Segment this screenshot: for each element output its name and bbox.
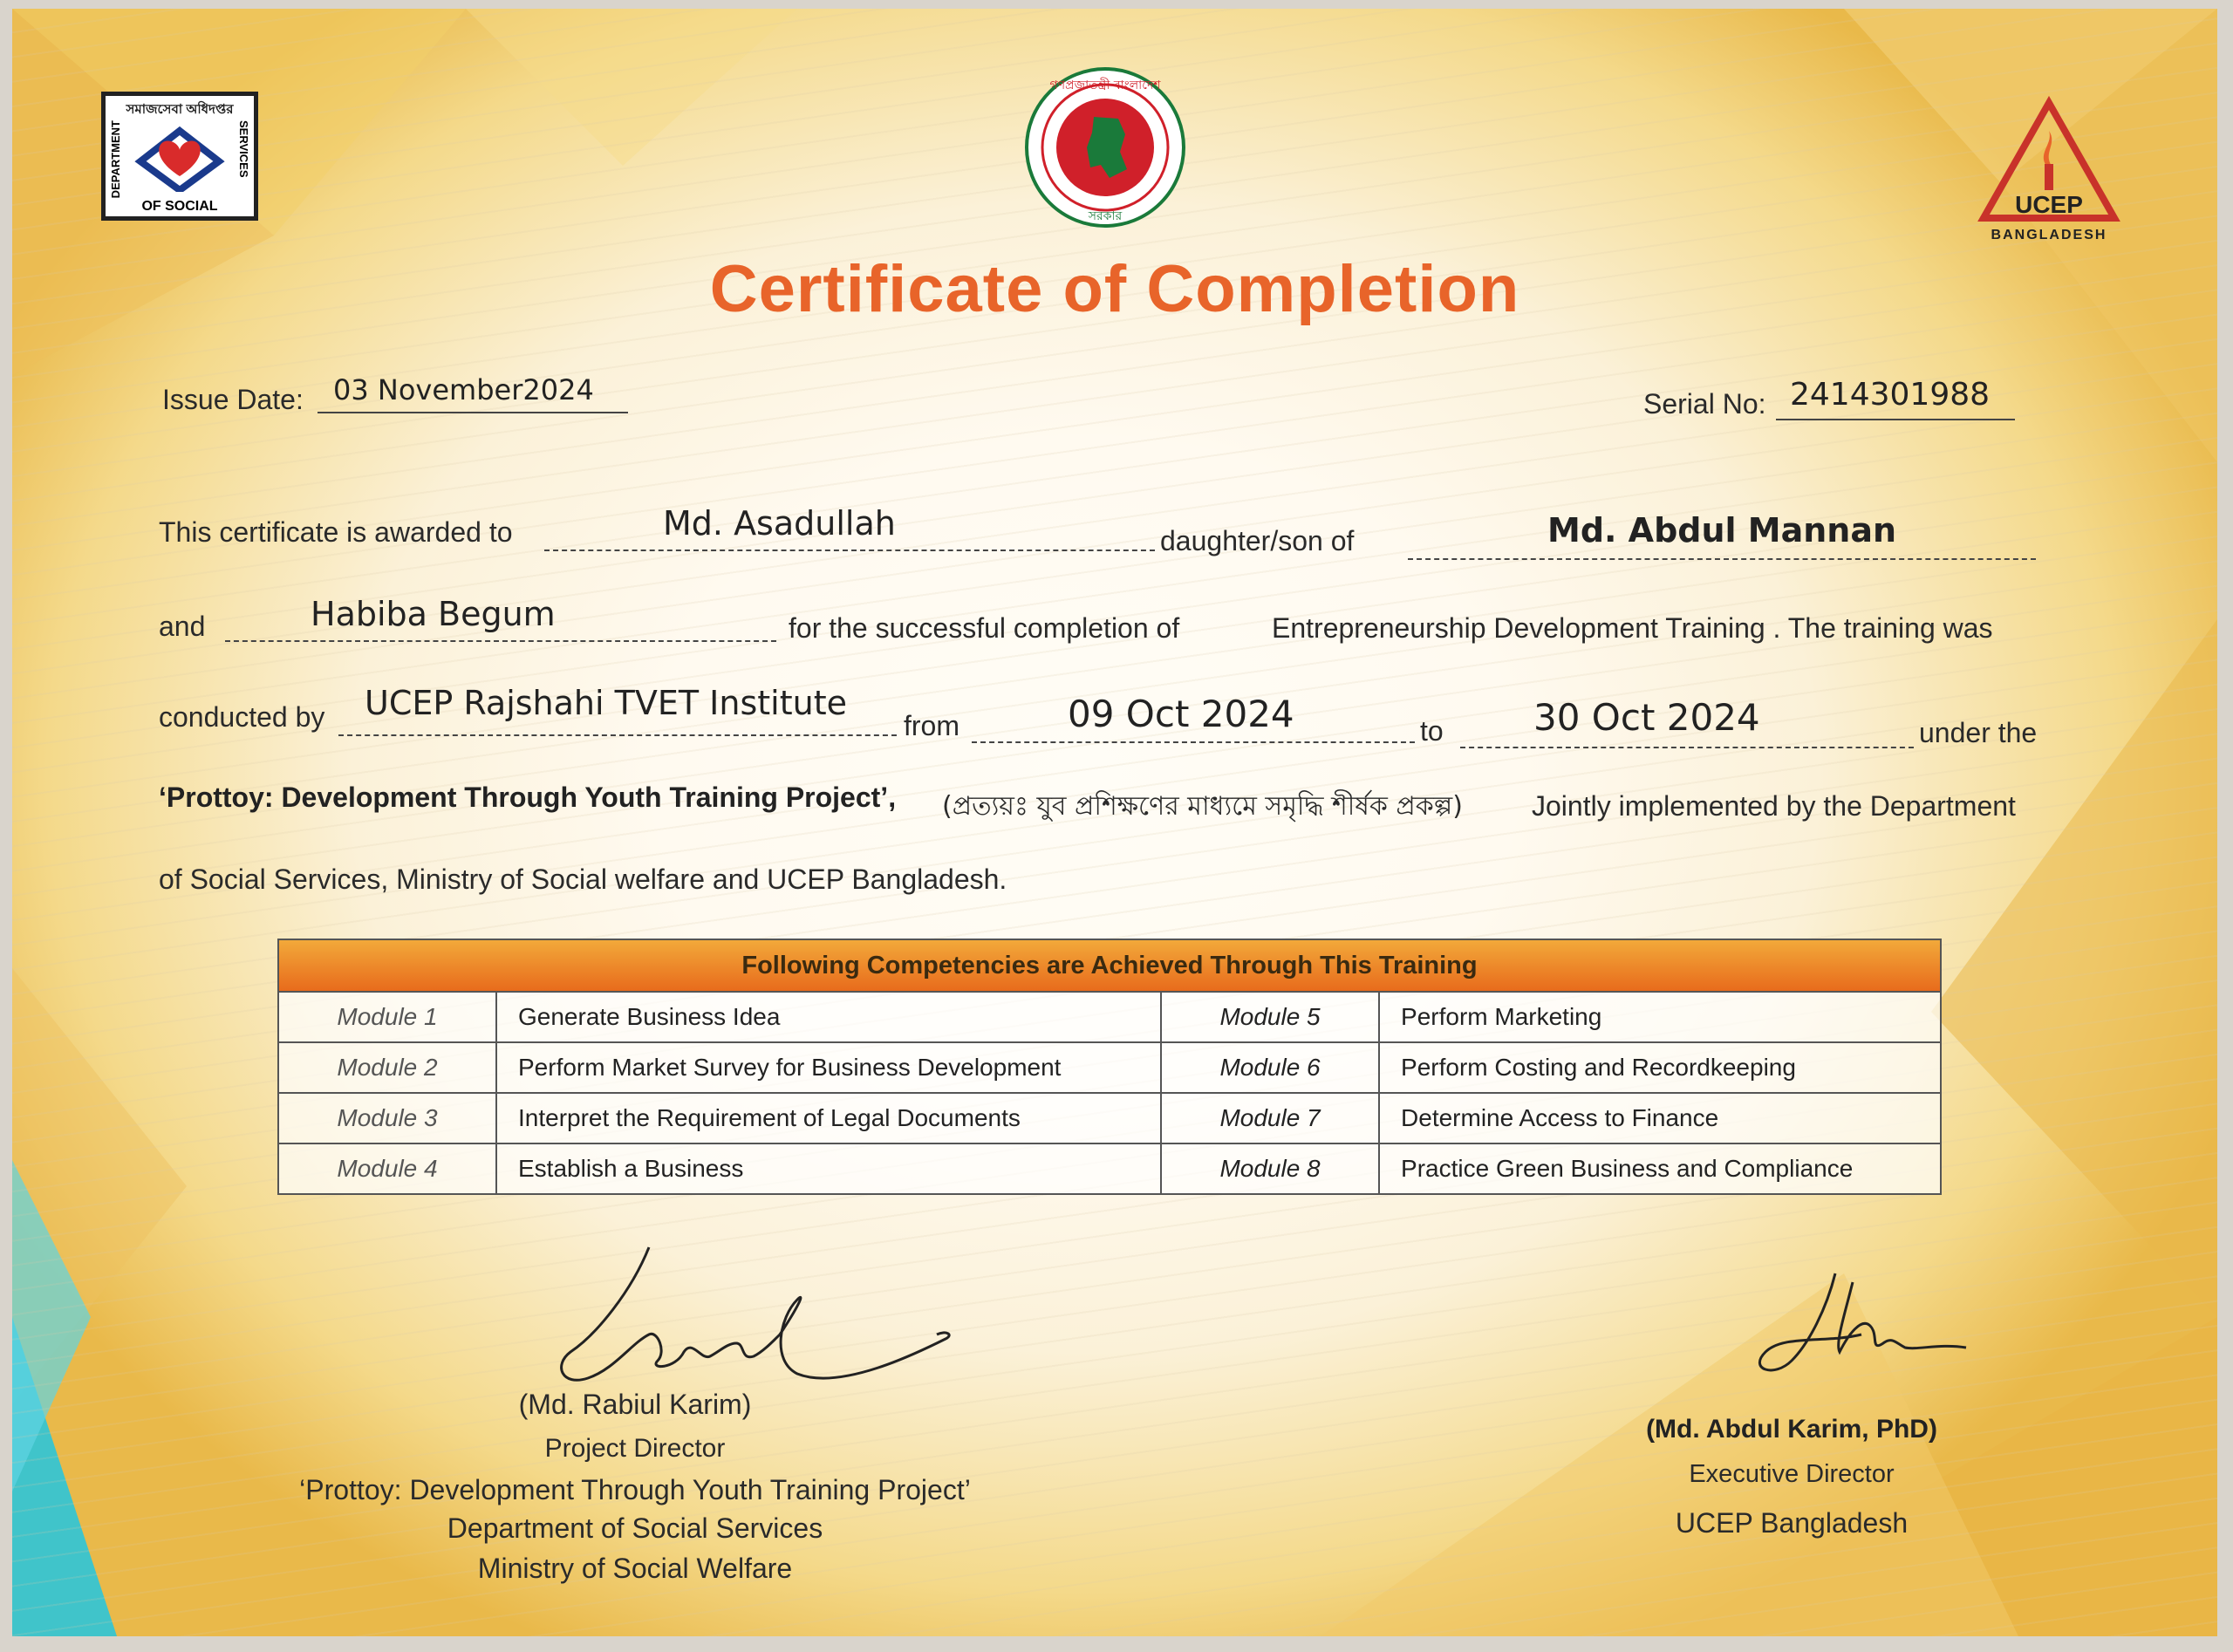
module-title: Determine Access to Finance (1379, 1093, 1941, 1143)
from-date-line (972, 741, 1415, 743)
left-signatory-project: ‘Prottoy: Development Through Youth Training Project’ (299, 1474, 971, 1505)
module-title: Establish a Business (496, 1143, 1161, 1194)
institute-line (338, 734, 897, 736)
son-of-label: daughter/son of (1160, 525, 1355, 556)
table-row (278, 1093, 1941, 1143)
father-line (1408, 558, 2036, 560)
dss-logo-top-text: সমাজসেবা অধিদপ্তর (126, 102, 234, 117)
to-label: to (1420, 715, 1444, 747)
module-label: Module 3 (278, 1093, 496, 1143)
dss-logo-left-text: DEPARTMENT (109, 120, 122, 199)
ucep-logo (1975, 96, 2123, 244)
left-signatory-dept: Department of Social Services (447, 1512, 823, 1544)
module-title: Generate Business Idea (496, 992, 1161, 1042)
awarded-label: This certificate is awarded to (159, 516, 513, 548)
right-signatory-role: Executive Director (1689, 1460, 1895, 1488)
issue-date-line (318, 412, 628, 413)
table-row (278, 1143, 1941, 1194)
heart-hands-icon (132, 122, 228, 192)
serial-line (1776, 419, 2015, 420)
module-label: Module 5 (1161, 992, 1379, 1042)
dss-logo-right-text: SERVICES (237, 120, 250, 178)
dss-logo-bottom-text: OF SOCIAL (141, 199, 218, 214)
competencies-header-row (278, 939, 1941, 992)
issue-date-value: 03 November2024 (333, 373, 594, 406)
government-seal-logo (1022, 65, 1188, 230)
to-date: 30 Oct 2024 (1533, 696, 1760, 739)
competencies-table (277, 939, 1942, 1195)
module-title: Perform Marketing (1379, 992, 1941, 1042)
competencies-header: Following Competencies are Achieved Through This Training (278, 939, 1941, 992)
certificate-paper (12, 9, 2217, 1636)
under-label: under the (1919, 717, 2038, 748)
dss-logo (101, 92, 258, 221)
seal-bottom-text: সরকার (1088, 209, 1123, 223)
module-title: Interpret the Requirement of Legal Documents (496, 1093, 1161, 1143)
recipient-name: Md. Asadullah (663, 504, 896, 543)
module-title: Perform Market Survey for Business Development (496, 1042, 1161, 1093)
module-title: Perform Costing and Recordkeeping (1379, 1042, 1941, 1093)
institute-name: UCEP Rajshahi TVET Institute (365, 684, 847, 722)
from-label: from (904, 710, 959, 741)
left-signatory-ministry: Ministry of Social Welfare (477, 1553, 793, 1584)
module-label: Module 4 (278, 1143, 496, 1194)
project-name-bangla: (প্রত্যয়ঃ যুব প্রশিক্ষণের মাধ্যমে সমৃদ্ধি শীর্ষক প্রকল্প) (942, 791, 1463, 822)
mother-line (225, 640, 776, 642)
from-date: 09 Oct 2024 (1068, 693, 1294, 735)
ucep-logo-mark: UCEP (2015, 191, 2083, 218)
module-label: Module 2 (278, 1042, 496, 1093)
serial-label: Serial No: (1643, 388, 1766, 420)
left-signature (536, 1239, 989, 1413)
right-signatory-name: (Md. Abdul Karim, PhD) (1646, 1415, 1937, 1444)
module-label: Module 7 (1161, 1093, 1379, 1143)
ministry-line: of Social Services, Ministry of Social welfare and UCEP Bangladesh. (159, 864, 1007, 895)
right-signatory-org: UCEP Bangladesh (1675, 1507, 1909, 1539)
recipient-line (544, 550, 1155, 551)
module-title: Practice Green Business and Compliance (1379, 1143, 1941, 1194)
completion-label: for the successful completion of (789, 612, 1180, 644)
to-date-line (1460, 747, 1914, 748)
training-name: Entrepreneurship Development Training . The training was (1272, 612, 1993, 644)
left-signatory-role: Project Director (544, 1434, 726, 1463)
module-label: Module 1 (278, 992, 496, 1042)
conducted-label: conducted by (159, 701, 325, 733)
issue-date-label: Issue Date: (162, 384, 304, 415)
jointly-text: Jointly implemented by the Department (1532, 790, 2016, 822)
module-label: Module 6 (1161, 1042, 1379, 1093)
mother-name: Habiba Begum (311, 595, 556, 633)
seal-top-text: গণপ্রজাতন্ত্রী বাংলাদেশ (1049, 79, 1161, 92)
project-name-bold: ‘Prottoy: Development Through Youth Training Project’, (159, 782, 897, 813)
certificate-title: Certificate of Completion (709, 252, 1520, 326)
and-label: and (159, 611, 206, 642)
right-signature (1739, 1256, 2018, 1396)
ucep-logo-sub: BANGLADESH (1991, 228, 2107, 242)
father-name: Md. Abdul Mannan (1547, 511, 1897, 550)
module-label: Module 8 (1161, 1143, 1379, 1194)
left-signatory-name: (Md. Rabiul Karim) (518, 1389, 752, 1420)
table-row (278, 992, 1941, 1042)
table-row (278, 1042, 1941, 1093)
serial-value: 2414301988 (1790, 377, 1991, 413)
